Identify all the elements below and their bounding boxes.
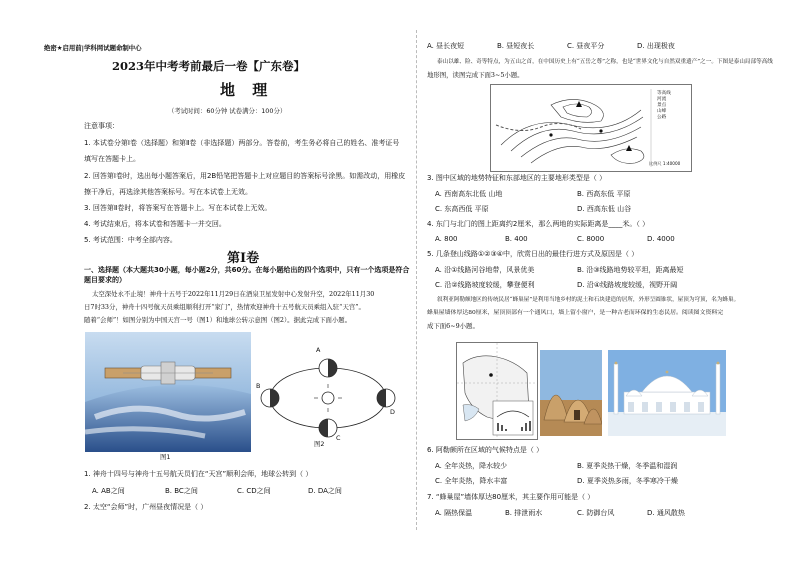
section-instruction-2: 题目要求的）	[84, 276, 126, 284]
beehive-house-photo	[540, 350, 602, 436]
question-3-stem: 3. 图中区域的地势特征和东部地区的主要地形类型是（ ）	[427, 174, 607, 182]
legend-river: 河流	[657, 97, 667, 102]
note-line-3: 2. 回答第Ⅰ卷时，选出每小题答案后，用2B铅笔把答题卡上对应题目的答案标号涂黑。如需改动，用橡皮	[84, 172, 406, 180]
question-5-option-d: D. 沿④线路坡度较缓，视野开阔	[577, 281, 678, 289]
orbit-point-b-label: B	[256, 382, 261, 390]
column-divider	[416, 30, 417, 530]
passage-2-line-2: 地形图，读图完成下面3~5小题。	[427, 71, 524, 79]
question-7-option-b: B. 排泄雨水	[505, 509, 543, 517]
question-3-option-d: D. 西高东低 山谷	[577, 205, 632, 213]
notes-heading: 注意事项：	[84, 122, 119, 130]
legend-road: 公路	[657, 115, 667, 120]
passage-2-line-1: 泰山以雄、险、奇等特点，为五山之首，在中国历史上有“五岳之尊”之称，也是“世界文化与自然双重遗产”之一。下图是泰山局部等高线	[437, 59, 773, 65]
syria-location-map	[456, 342, 538, 440]
orbit-point-a-label: A	[316, 346, 321, 354]
figure-2-earth-orbit-diagram	[256, 330, 400, 450]
question-5-option-b: B. 沿③线路地势较平坦，距离最短	[577, 266, 684, 274]
passage-1-line-2: 日7时33分，神舟十四号航天员乘组顺利打开“家门”，热情欢迎神舟十五号航天员乘组入驻“天宫”。	[84, 303, 365, 311]
question-2-option-c: C. 昼夜平分	[567, 42, 605, 50]
subject-title: 地 理	[220, 81, 274, 99]
figure-1-space-station-photo	[85, 332, 251, 452]
question-2-option-b: B. 昼短夜长	[497, 42, 535, 50]
legend-scenic-spot: 景点	[657, 103, 667, 108]
section-instruction-1: 一、选择题（本大题共30小题，每小题2分，共60分。在每小题给出的四个选项中，只有一个选项是符合	[84, 266, 410, 274]
figure-2-caption: 图2	[314, 440, 325, 448]
question-7-option-a: A. 隔热保温	[435, 509, 473, 517]
taishan-contour-map	[490, 84, 692, 172]
orbit-point-c-label: C	[336, 434, 341, 442]
passage-1-line-1: 太空深处永不止境！神舟十五号于2022年11月29日在酒泉卫星发射中心发射升空，2022年11月30	[92, 290, 375, 298]
note-line-7: 5. 考试范围：中考全部内容。	[84, 236, 177, 244]
question-3-option-a: A. 西南高东北低 山地	[435, 190, 503, 198]
mosque-photo	[608, 350, 726, 436]
note-line-1: 1. 本试卷分第Ⅰ卷（选择题）和第Ⅱ卷（非选择题）两部分。答卷前，考生务必将自己的姓名、准考证号	[84, 139, 400, 147]
note-line-6: 4. 考试结束后，将本试卷和答题卡一并交回。	[84, 220, 226, 228]
question-4-option-b: B. 400	[505, 235, 528, 243]
question-7-option-c: C. 防御台风	[577, 509, 615, 517]
question-5-stem: 5. 几条登山线路①②③④中，欣赏日出的最佳行进方式及原因是（ ）	[427, 250, 639, 258]
confidential-label: 绝密★启用前|学科网试题命制中心	[44, 44, 142, 52]
note-line-2: 填写在答题卡上。	[84, 155, 140, 163]
question-4-stem: 4. 东门与北门的图上距离约2厘米，那么两地的实际距离是____米。（ ）	[427, 220, 650, 228]
note-line-5: 3. 回答第Ⅱ卷时，将答案写在答题卡上。写在本试卷上无效。	[84, 204, 272, 212]
note-line-4: 擦干净后，再选涂其他答案标号。写在本试卷上无效。	[84, 188, 252, 196]
question-6-option-b: B. 夏季炎热干燥，冬季温和湿润	[577, 462, 678, 470]
section-title: 第Ⅰ卷	[227, 251, 260, 266]
passage-1-line-3: 随着“会师”！如图分别为中国天宫一号（图1）和地球公转示意图（图2）。据此完成下面小题。	[84, 316, 352, 324]
question-6-stem: 6. 阿勒颇所在区域的气候特点是（ ）	[427, 446, 544, 454]
question-6-option-a: A. 全年炎热，降水较少	[435, 462, 508, 470]
question-7-option-d: D. 通风散热	[647, 509, 685, 517]
passage-3-line-1: 叙利亚阿勒颇地区的传统民居“蜂巢屋”是利用当地乡村的泥土和石块建造的居所，外形呈圆锥状，屋顶为穹顶，名为蜂巢。	[437, 297, 740, 303]
question-4-option-d: D. 4000	[647, 235, 675, 243]
question-2-option-a: A. 昼长夜短	[427, 42, 465, 50]
exam-title: 2023年中考考前最后一卷【广东卷】	[112, 59, 306, 73]
legend-scale: 比例尺 1:40000	[649, 161, 681, 166]
passage-3-line-2: 蜂巢屋墙体厚达80厘米，屋顶顶部有一个通风口，墙上留小窗户，是一种古老而环保的生态民居。阅读图文资料完	[427, 310, 724, 316]
question-1-option-d: D. DA之间	[308, 487, 342, 495]
question-3-option-b: B. 西高东低 平原	[577, 190, 631, 198]
question-1-stem: 1. 神舟十四号与神舟十五号航天员们在“天宫”顺利会师，地球公转到（ ）	[84, 470, 313, 478]
legend-contour: 等高线	[657, 91, 671, 96]
question-5-option-c: C. 沿②线路坡度较缓，攀登便利	[435, 281, 535, 289]
question-6-option-d: D. 夏季炎热多雨，冬季寒冷干燥	[577, 477, 678, 485]
question-4-option-c: C. 8000	[577, 235, 605, 243]
exam-info: （考试时间：60分钟 试卷满分：100分）	[168, 107, 287, 115]
question-6-option-c: C. 全年炎热，降水丰富	[435, 477, 508, 485]
question-7-stem: 7. “蜂巢屋”墙体厚达80厘米，其主要作用可能是（ ）	[427, 493, 595, 501]
map-legend	[657, 91, 671, 121]
legend-peak: 山峰	[657, 109, 667, 114]
question-1-option-a: A. AB之间	[92, 487, 125, 495]
question-3-option-c: C. 东高西低 平原	[435, 205, 489, 213]
orbit-point-d-label: D	[390, 408, 395, 416]
figure-1-caption: 图1	[160, 453, 171, 461]
question-4-option-a: A. 800	[435, 235, 458, 243]
question-2-stem: 2. 太空“会师”时，广州昼夜情况是（ ）	[84, 503, 208, 511]
passage-3-line-3: 成下面6~9小题。	[427, 322, 479, 330]
question-2-option-d: D. 出现极夜	[637, 42, 675, 50]
question-5-option-a: A. 沿①线路河谷地带，风景优美	[435, 266, 535, 274]
question-1-option-c: C. CD之间	[237, 487, 271, 495]
question-1-option-b: B. BC之间	[165, 487, 198, 495]
